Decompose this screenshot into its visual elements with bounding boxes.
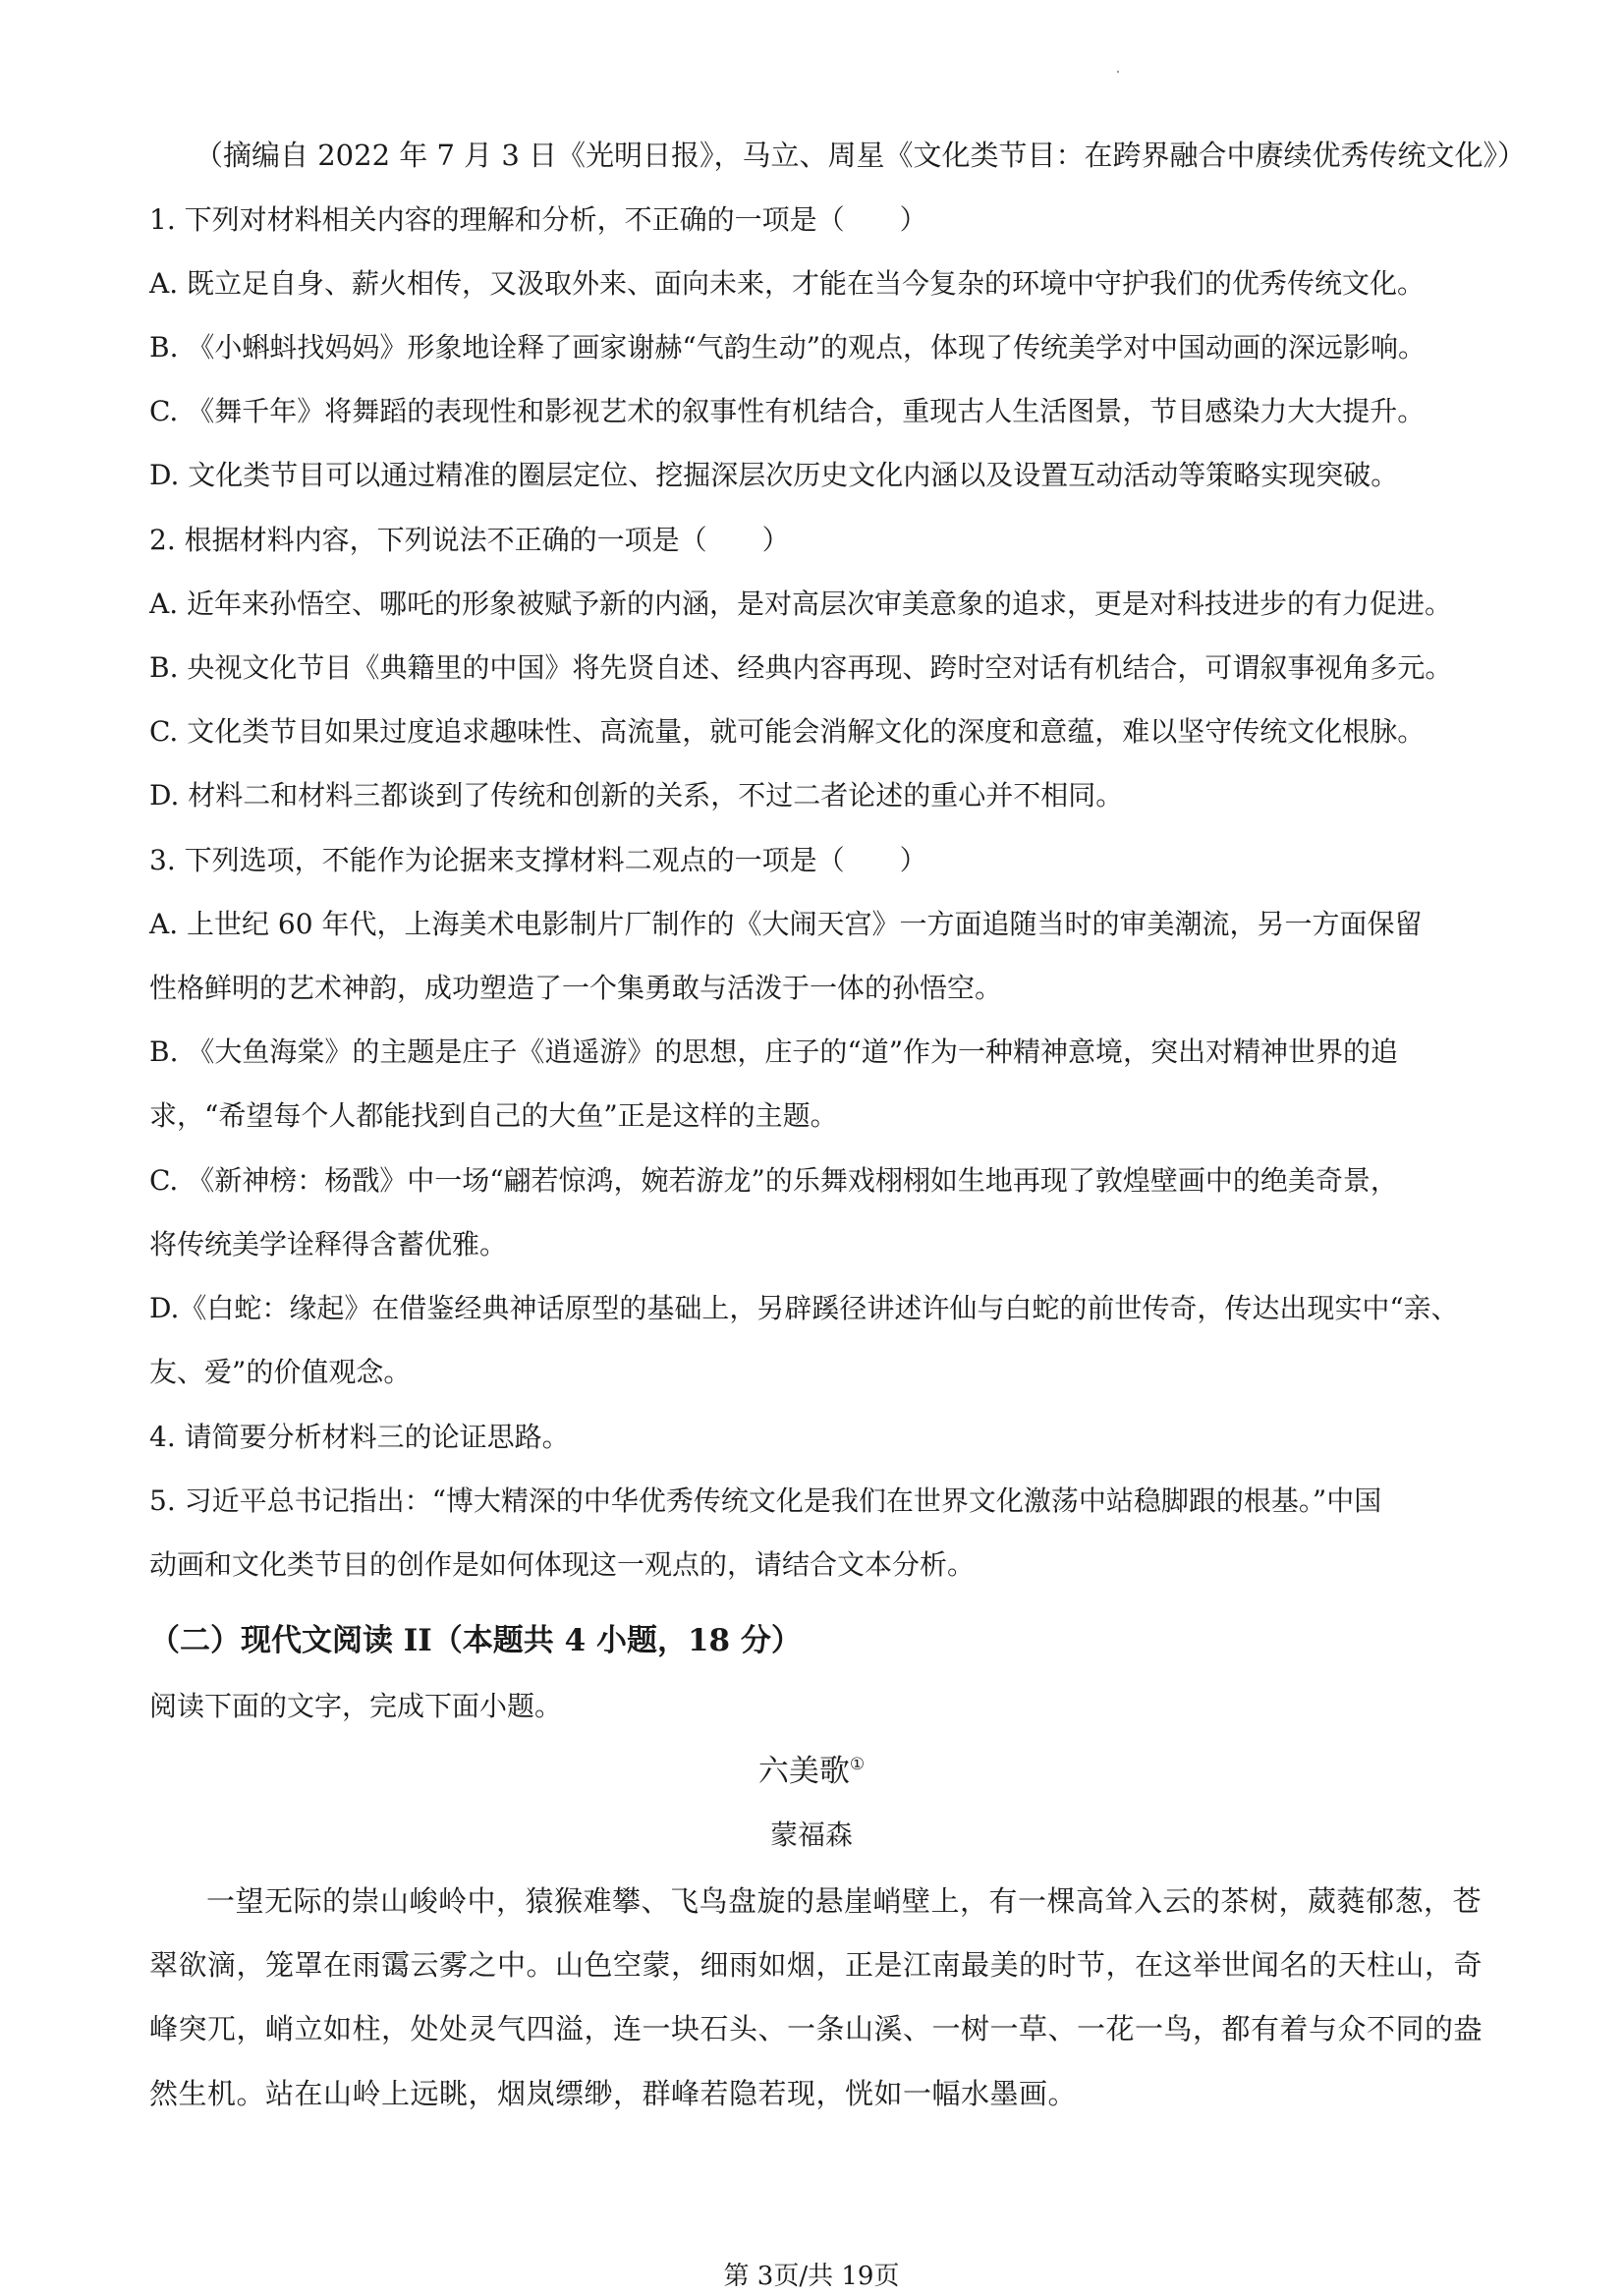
question-5-stem: 5. 习近平总书记指出：“博大精深的中华优秀传统文化是我们在世界文化激荡中站稳脚跟的根基。”中国 [149,1484,1382,1517]
page-number-footer: 第 3页/共 19页 [723,2262,900,2291]
passage-line-3: 峰突兀，峭立如柱，处处灵气四溢，连一块石头、一条山溪、一树一草、一花一鸟，都有着与众不同的盎 [149,2012,1483,2045]
reading-instruction: 阅读下面的文字，完成下面小题。 [149,1690,563,1722]
section-heading: （二）现代文阅读 II（本题共 4 小题，18 分） [149,1623,802,1658]
question-1-option-d: D. 文化类节目可以通过精准的圈层定位、挖掘深层次历史文化内涵以及设置互动活动等策略实现突破。 [149,459,1399,491]
scan-dot [1117,71,1119,73]
question-3-option-c: C. 《新神榜：杨戬》中一场“翩若惊鸿，婉若游龙”的乐舞戏栩栩如生地再现了敦煌壁画中的绝美奇景， [149,1164,1398,1197]
question-3-option-d-cont: 友、爱”的价值观念。 [149,1356,412,1388]
passage-line-2: 翠欲滴，笼罩在雨霭云雾之中。山色空蒙，细雨如烟，正是江南最美的时节，在这举世闻名的天柱山，奇 [149,1948,1483,1982]
question-3-stem: 3. 下列选项，不能作为论据来支撑材料二观点的一项是（ ） [149,844,927,876]
question-2-option-c: C. 文化类节目如果过度追求趣味性、高流量，就可能会消解文化的深度和意蕴，难以坚守传统文化根脉。 [149,715,1426,748]
question-3-option-a: A. 上世纪 60 年代，上海美术电影制片厂制作的《大闹天宫》一方面追随当时的审美潮流，另一方面保留 [149,908,1423,940]
question-1-option-a: A. 既立足自身、薪火相传，又汲取外来、面向未来，才能在当今复杂的环境中守护我们的优秀传统文化。 [149,267,1426,300]
passage-title-footnote-mark: ① [849,1755,866,1774]
question-3-option-d: D.《白蛇：缘起》在借鉴经典神话原型的基础上，另辟蹊径讲述许仙与白蛇的前世传奇，传达出现实中“亲、 [149,1292,1459,1324]
question-5-stem-cont: 动画和文化类节目的创作是如何体现这一观点的，请结合文本分析。 [149,1548,976,1581]
question-3-option-c-cont: 将传统美学诠释得含蓄优雅。 [149,1228,508,1260]
passage-title [0,1752,1623,1791]
question-3-option-a-cont: 性格鲜明的艺术神韵，成功塑造了一个集勇敢与活泼于一体的孙悟空。 [149,972,1003,1004]
question-2-option-a: A. 近年来孙悟空、哪吒的形象被赋予新的内涵，是对高层次审美意象的追求，更是对科技进步的有力促进。 [149,588,1453,620]
source-citation: （摘编自 2022 年 7 月 3 日《光明日报》，马立、周星《文化类节目：在跨界融合中赓续优秀传统文化》） [195,139,1527,172]
question-1-option-c: C. 《舞千年》将舞蹈的表现性和影视艺术的叙事性有机结合，重现古人生活图景，节目感染力大大提升。 [149,395,1426,427]
question-3-option-b-cont: 求，“希望每个人都能找到自己的大鱼”正是这样的主题。 [149,1099,838,1132]
question-4-stem: 4. 请简要分析材料三的论证思路。 [149,1421,570,1453]
question-2-option-d: D. 材料二和材料三都谈到了传统和创新的关系，不过二者论述的重心并不相同。 [149,779,1124,812]
question-3-option-b: B. 《大鱼海棠》的主题是庄子《逍遥游》的思想，庄子的“道”作为一种精神意境，突出对精神世界的追 [149,1036,1399,1068]
passage-line-1: 一望无际的崇山峻岭中，猿猴难攀、飞鸟盘旋的悬崖峭壁上，有一棵高耸入云的茶树，葳蕤郁葱，苍 [206,1884,1483,1918]
passage-line-4: 然生机。站在山岭上远眺，烟岚缥缈，群峰若隐若现，恍如一幅水墨画。 [149,2077,1078,2110]
question-1-stem: 1. 下列对材料相关内容的理解和分析，不正确的一项是（ ） [149,203,927,236]
passage-author: 蒙福森 [769,1819,853,1851]
question-1-option-b: B. 《小蝌蚪找妈妈》形象地诠释了画家谢赫“气韵生动”的观点，体现了传统美学对中国动画的深远影响。 [149,331,1427,364]
question-2-stem: 2. 根据材料内容，下列说法不正确的一项是（ ） [149,524,790,556]
question-2-option-b: B. 央视文化节目《典籍里的中国》将先贤自述、经典内容再现、跨时空对话有机结合，可谓叙事视角多元。 [149,651,1453,684]
passage-title-text: 六美歌 [757,1754,850,1789]
